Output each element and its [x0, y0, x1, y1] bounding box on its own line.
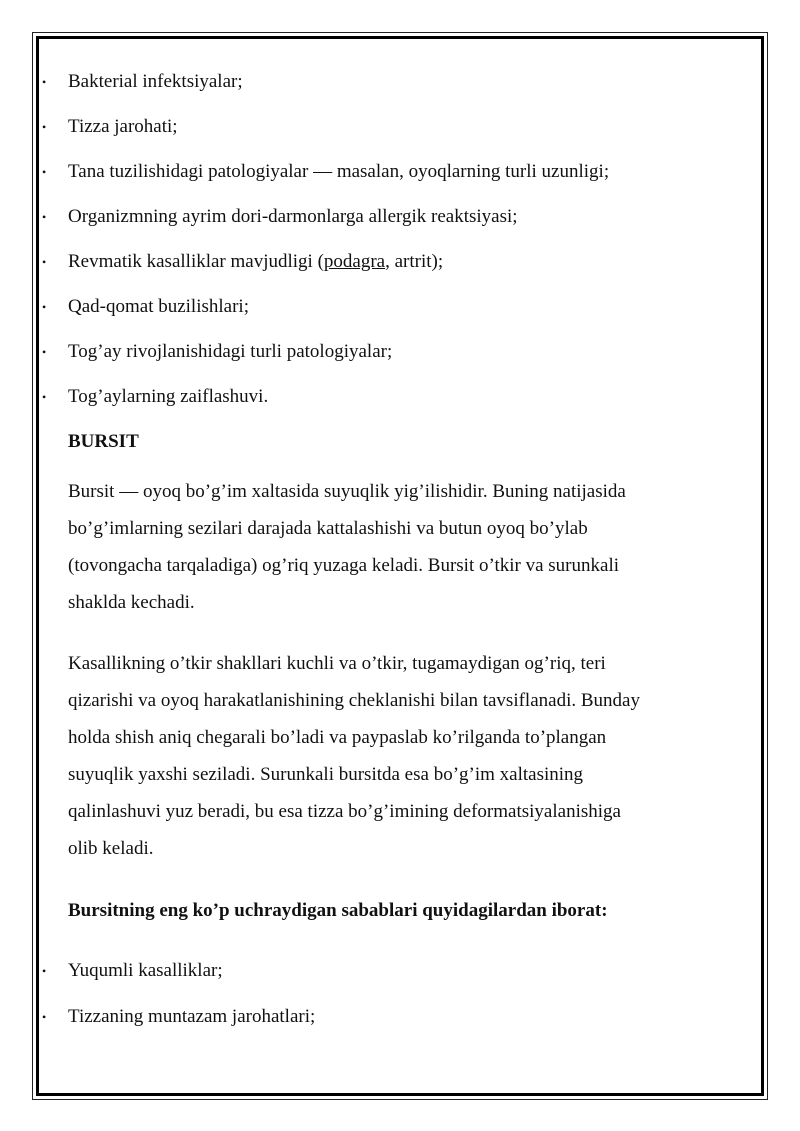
list-bullet: • — [42, 964, 47, 978]
paragraph-line: Kasallikning o’tkir shakllari kuchli va o’tkir, tugamaydigan og’riq, teri — [68, 653, 606, 674]
paragraph-line: Bursit — oyoq bo’g’im xaltasida suyuqlik yig’ilishidir. Buning natijasida — [68, 481, 626, 502]
list-item — [68, 250, 443, 274]
list-item: Bakterial infektsiyalar; — [68, 71, 243, 92]
paragraph-line: olib keladi. — [68, 838, 154, 859]
list-item: Tog’aylarning zaiflashuvi. — [68, 386, 269, 407]
list-item: Qad-qomat buzilishlari; — [68, 296, 249, 317]
list-bullet: • — [42, 210, 47, 224]
list-bullet: • — [42, 300, 47, 314]
list-item: Tog’ay rivojlanishidagi turli patologiyalar; — [68, 341, 393, 362]
list-item-text-tail: , artrit); — [385, 251, 444, 272]
podagra-link[interactable]: podagra — [323, 251, 386, 272]
list-item: Tizzaning muntazam jarohatlari; — [68, 1006, 316, 1027]
list-bullet: • — [42, 165, 47, 179]
list-bullet: • — [42, 75, 47, 89]
paragraph-line: shaklda kechadi. — [68, 592, 195, 613]
list-bullet: • — [42, 345, 47, 359]
subheading: Bursitning eng ko’p uchraydigan sabablari quyidagilardan iborat: — [68, 900, 608, 921]
list-item-text: Revmatik kasalliklar mavjudligi ( — [68, 251, 324, 272]
paragraph-line: (tovongacha tarqaladiga) og’riq yuzaga keladi. Bursit o’tkir va surunkali — [68, 555, 619, 576]
paragraph-line: qalinlashuvi yuz beradi, bu esa tizza bo’g’imining deformatsiyalanishiga — [68, 801, 621, 822]
paragraph-line: holda shish aniq chegarali bo’ladi va paypaslab ko’rilganda to’plangan — [68, 727, 607, 748]
section-heading: BURSIT — [68, 431, 139, 452]
paragraph-line: qizarishi va oyoq harakatlanishining cheklanishi bilan tavsiflanadi. Bunday — [68, 690, 640, 711]
paragraph-line: bo’g’imlarning sezilari darajada kattalashishi va butun oyoq bo’ylab — [68, 518, 588, 539]
list-bullet: • — [42, 1010, 47, 1024]
list-bullet: • — [42, 390, 47, 404]
list-item: Yuqumli kasalliklar; — [68, 960, 223, 981]
list-bullet: • — [42, 120, 47, 134]
list-item: Tizza jarohati; — [68, 116, 178, 137]
list-item: Tana tuzilishidagi patologiyalar — masalan, oyoqlarning turli uzunligi; — [68, 161, 610, 182]
list-bullet: • — [42, 255, 47, 269]
list-item: Organizmning ayrim dori-darmonlarga allergik reaktsiyasi; — [68, 206, 518, 227]
paragraph-line: suyuqlik yaxshi seziladi. Surunkali bursitda esa bo’g’im xaltasining — [68, 764, 584, 785]
